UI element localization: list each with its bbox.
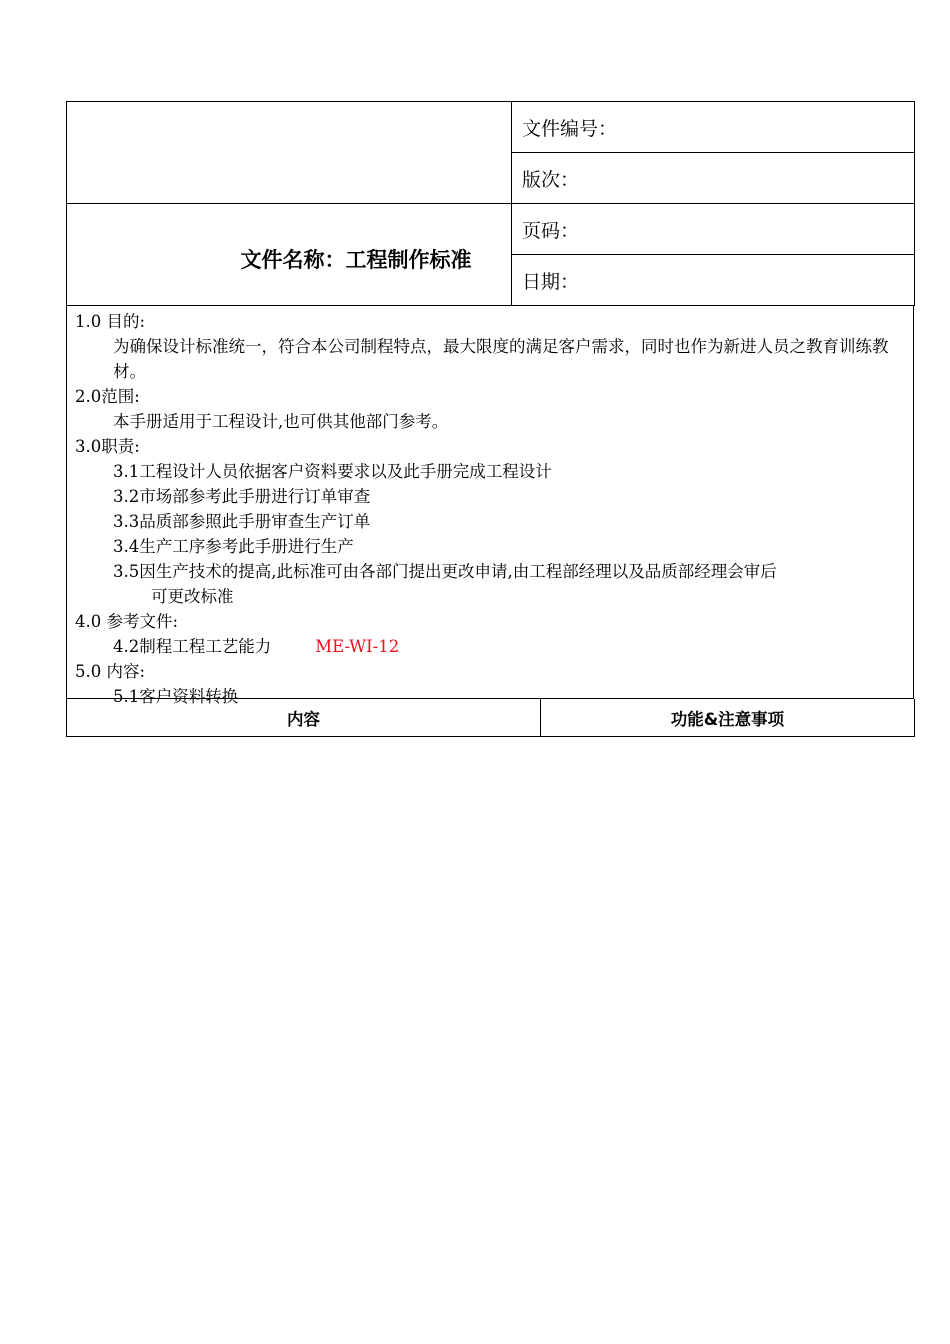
section-reference-title: 4.0 参考文件: xyxy=(75,612,179,631)
document xyxy=(66,101,914,737)
content-body xyxy=(66,306,914,706)
duty-item-3-3: 3.3品质部参照此手册审查生产订单 xyxy=(113,512,371,531)
section-duty-title: 3.0职责: xyxy=(75,437,140,456)
duty-item-3-1: 3.1工程设计人员依据客户资料要求以及此手册完成工程设计 xyxy=(113,462,552,481)
column-header-content: 内容 xyxy=(67,699,541,737)
date-field: 日期： xyxy=(512,255,915,306)
duty-item-3-4: 3.4生产工序参考此手册进行生产 xyxy=(113,537,354,556)
duty-item-3-5: 3.5因生产技术的提高,此标准可由各部门提出更改申请,由工程部经理以及品质部经理会审后 xyxy=(113,562,777,581)
content-item-5-1: 5.1客户资料转换 xyxy=(113,687,239,706)
section-content-title: 5.0 内容: xyxy=(75,662,146,681)
header-blank-cell xyxy=(67,102,512,204)
duty-item-3-2: 3.2市场部参考此手册进行订单审查 xyxy=(113,487,371,506)
header-table xyxy=(66,101,915,306)
version-field: 版次： xyxy=(512,153,915,204)
reference-code: ME-WI-12 xyxy=(315,637,400,656)
section-scope-title: 2.0范围: xyxy=(75,387,140,406)
doc-name-cell xyxy=(67,204,512,306)
doc-name: 文件名称：工程制作标准 xyxy=(240,247,472,272)
section-scope-text: 本手册适用于工程设计,也可供其他部门参考。 xyxy=(113,412,449,431)
section-purpose-title: 1.0 目的: xyxy=(75,312,146,331)
section-purpose-text: 为确保设计标准统一，符合本公司制程特点，最大限度的满足客户需求，同时也作为新进人员之教育训练教材。 xyxy=(113,337,889,381)
reference-item-label: 4.2制程工程工艺能力 xyxy=(113,637,272,656)
duty-item-3-5-cont: 可更改标准 xyxy=(151,587,234,606)
doc-number-field: 文件编号： xyxy=(512,102,915,153)
column-header-function-notes: 功能&注意事项 xyxy=(541,699,915,737)
page-field: 页码： xyxy=(512,204,915,255)
reference-item-4-2 xyxy=(75,634,903,659)
